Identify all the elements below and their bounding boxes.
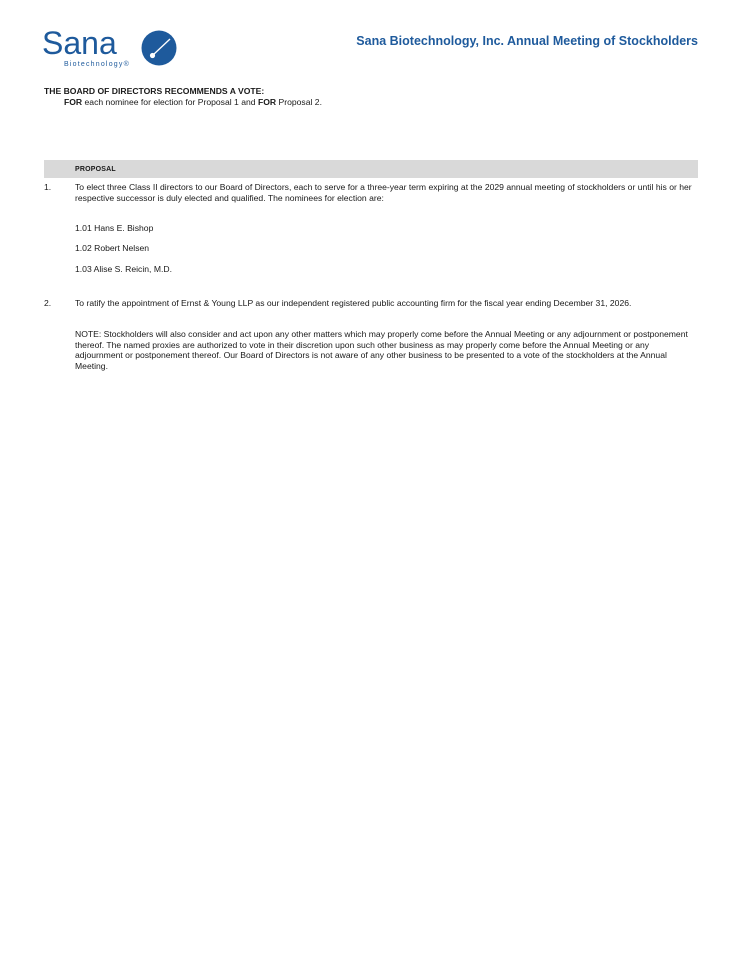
proposal-2-text: To ratify the appointment of Ernst & Young LLP as our independent registered public accounting firm for the fiscal year ending December 31, 2026.	[75, 298, 632, 308]
proposal-header-bar	[44, 160, 698, 178]
recommendation-heading: THE BOARD OF DIRECTORS RECOMMENDS A VOTE:	[44, 86, 265, 96]
nominee-2: 1.02 Robert Nelsen	[75, 243, 150, 253]
sana-logo-graphic	[42, 26, 182, 72]
logo-dot-icon	[150, 53, 155, 58]
nominee-1: 1.01 Hans E. Bishop	[75, 223, 154, 233]
logo-tagline: Biotechnology®	[64, 61, 130, 68]
logo-circle-icon	[142, 31, 177, 66]
board-recommendation	[44, 86, 698, 108]
note-text: NOTE: Stockholders will also consider and act upon any other matters which may properly come before the Annual Meeting or any adjournment or postponement thereof. The named proxies are authorized to vote in their discretion upon such other business as may properly come before the Annual Meeting or any adjournment or postponement thereof. Our Board of Directors is not aware of any other business to be presented to a vote of the stockholders at the Annual Meeting.	[75, 329, 688, 371]
recommendation-text-2: Proposal 2.	[276, 97, 322, 107]
nominee-3: 1.03 Alise S. Reicin, M.D.	[75, 264, 172, 274]
proposal-2	[44, 298, 698, 309]
proposal-header-label: PROPOSAL	[75, 166, 116, 173]
proposal-2-number: 2.	[44, 298, 52, 308]
page-title: Sana Biotechnology, Inc. Annual Meeting of Stockholders	[356, 34, 698, 48]
proposal-1-number: 1.	[44, 182, 52, 192]
recommendation-line	[44, 97, 698, 108]
sana-logo	[42, 26, 182, 72]
proposal-1-text: To elect three Class II directors to our Board of Directors, each to serve for a three-year term expiring at the 2029 annual meeting of stockholders or until his or her respective successor is duly elected and qualified. The nominees for election are:	[75, 182, 692, 203]
proposal-1	[44, 182, 698, 203]
logo-wordmark: Sana	[42, 26, 117, 61]
for-label-2: FOR	[257, 97, 277, 107]
recommendation-text-1: each nominee for election for Proposal 1 and	[82, 97, 258, 107]
for-label-1: FOR	[64, 97, 83, 107]
